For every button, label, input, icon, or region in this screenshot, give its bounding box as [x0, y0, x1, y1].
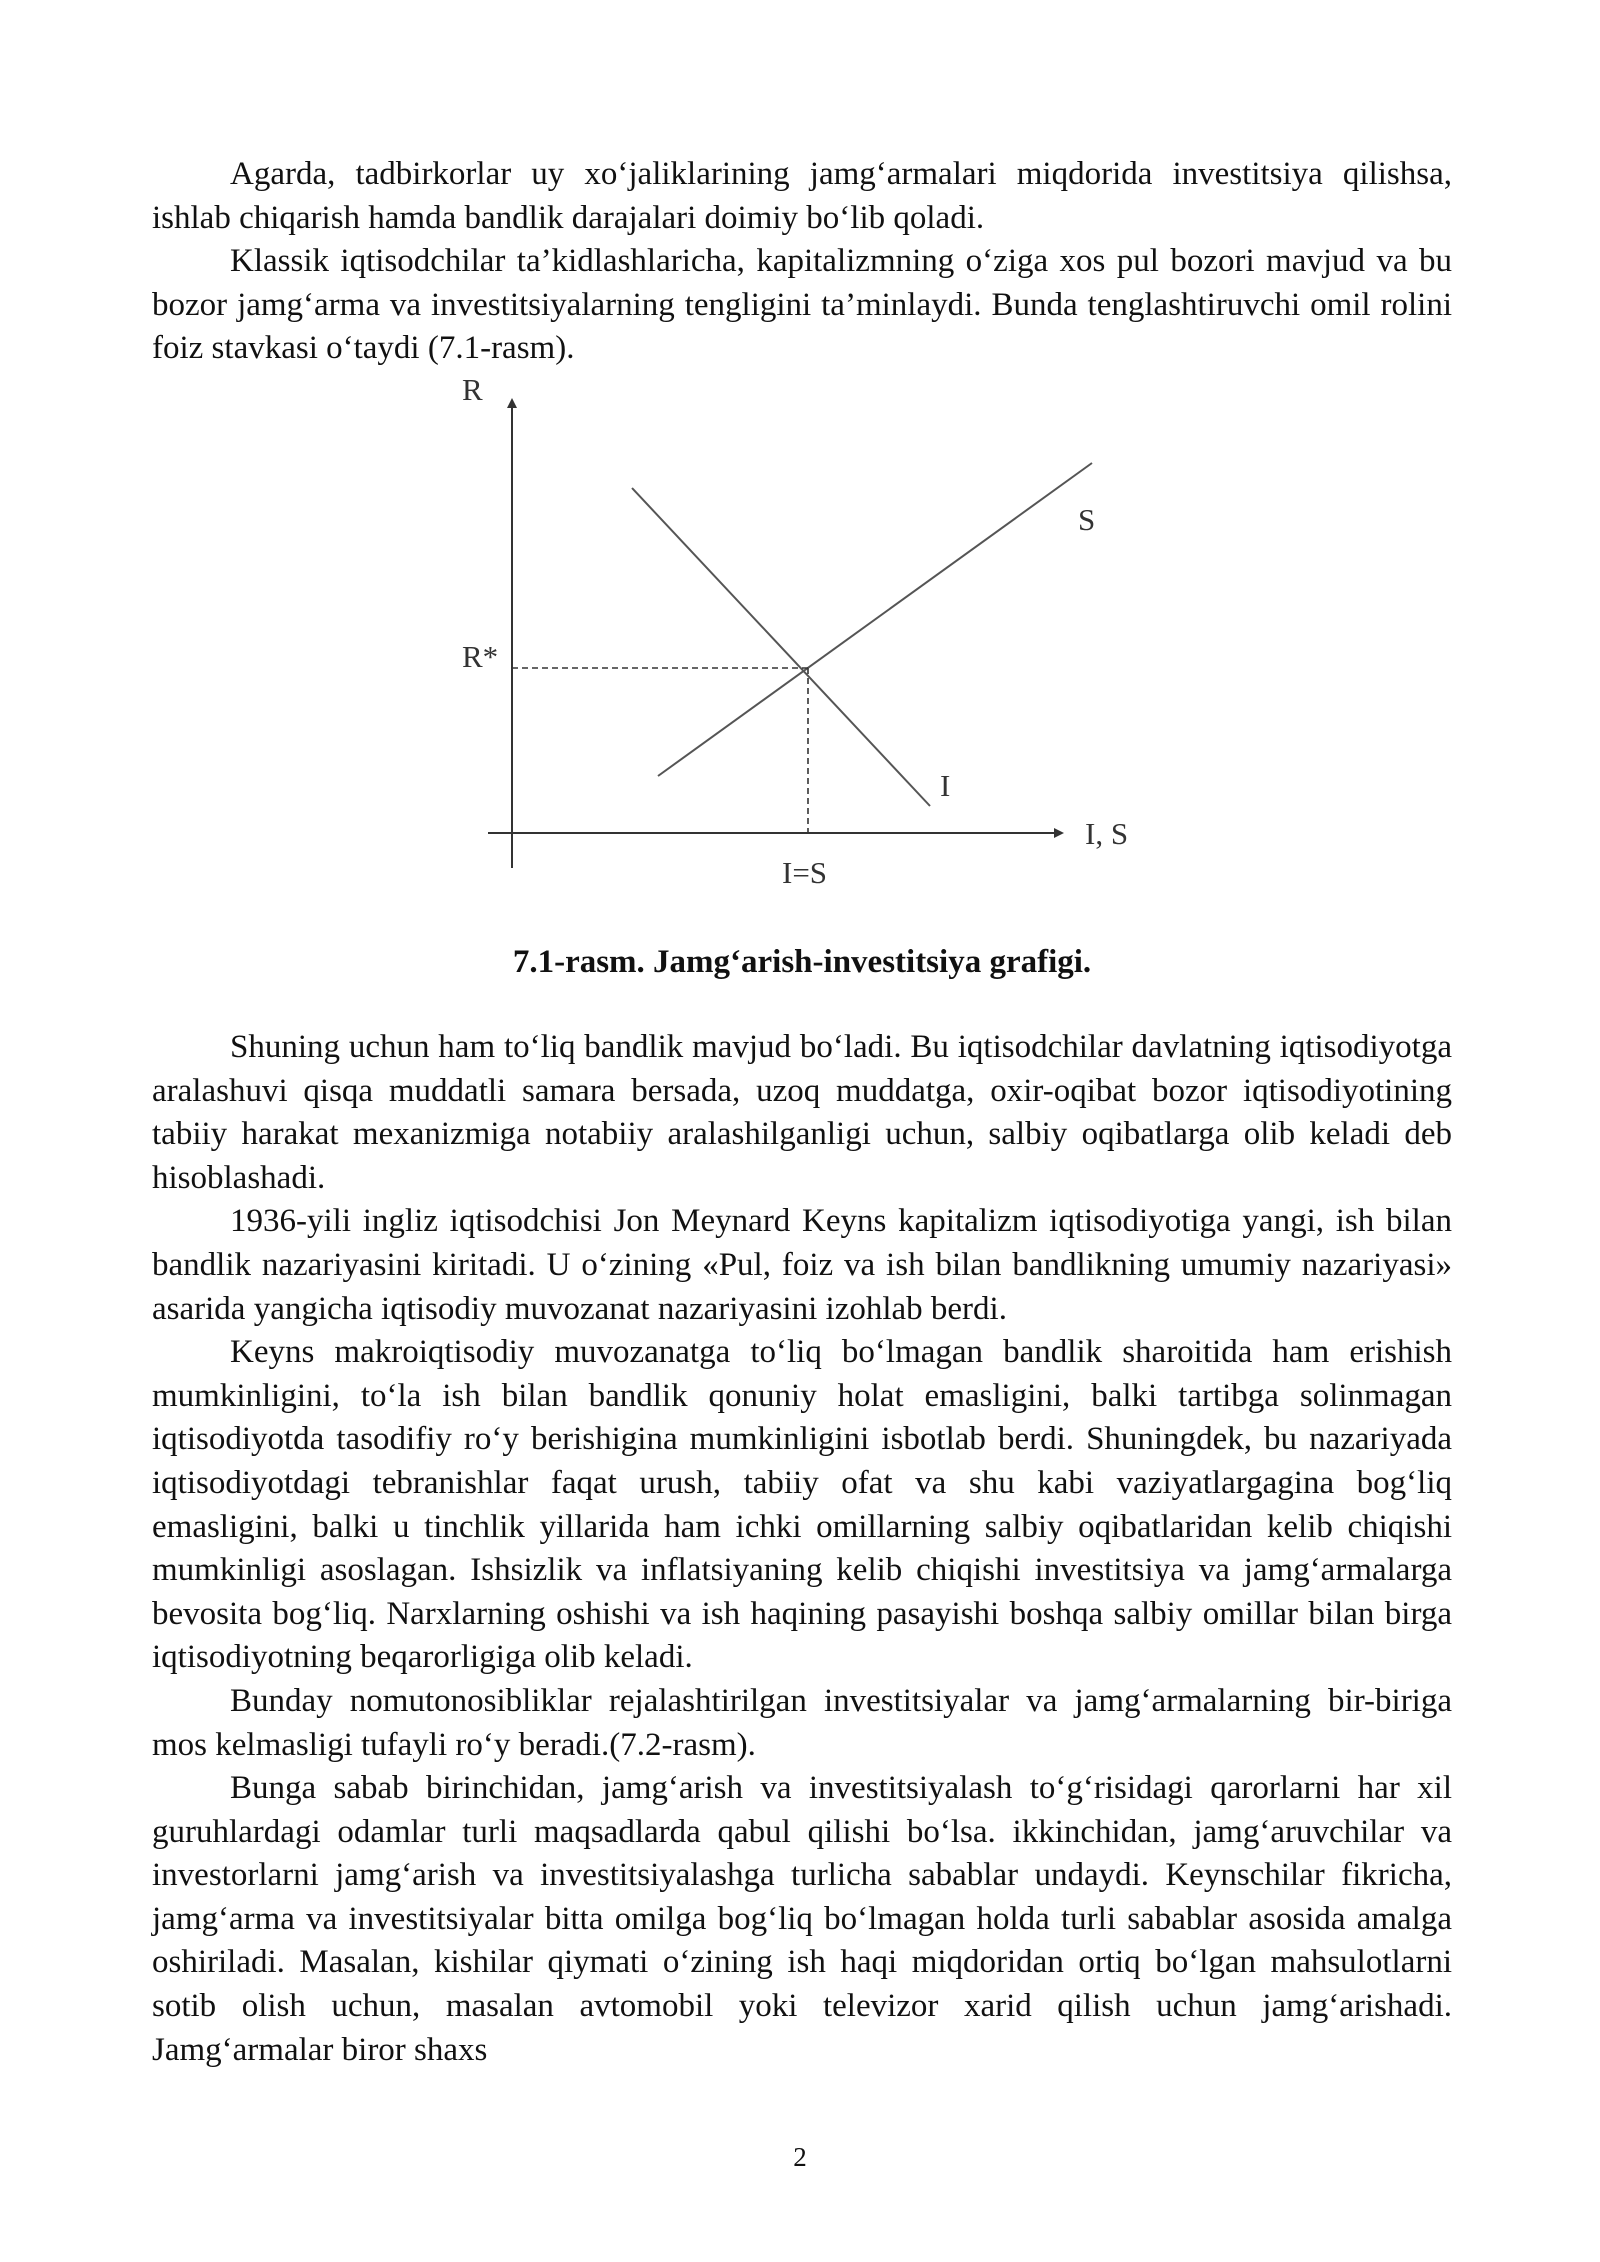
equilibrium-rate-label: R* [462, 639, 499, 674]
investment-curve-label: I [940, 768, 951, 803]
paragraph: Agarda, tadbirkorlar uy xo‘jaliklarining jamg‘armalari miqdorida investitsiya qilishsa, ishlab chiqarish hamda bandlik darajalari doimiy bo‘lib qoladi. [152, 156, 1452, 236]
paragraph: Keyns makroiqtisodiy muvozanatga to‘liq bo‘lmagan bandlik sharoitida ham erishish mumkinligini, to‘la ish bilan bandlik qonuniy holat emasligini, balki tartibga solinmagan iqtisodiyotda tasodifiy ro‘y berishigina mumkinligini isbotlab berdi. Shuningdek, bu nazariyada iqtisodiyotdagi tebranishlar faqat urush, tabiiy ofat va shu kabi vaziyatlargagina bog‘liq emasligini, balki u tinchlik yillarida ham ichki omillarning salbiy oqibatlaridan kelib chiqishi mumkinligi asoslagan. Ishsizlik va inflatsiyaning kelib chiqishi investitsiya va jamg‘armalarga bevosita bog‘liq. Narxlarning oshishi va ish haqining pasayishi boshqa salbiy omillar bilan birga iqtisodiyotning beqarorligiga olib keladi. [152, 1334, 1452, 1676]
text-block-bottom [152, 1026, 1452, 2072]
paragraph: Bunday nomutonosibliklar rejalashtirilgan investitsiyalar va jamg‘armalarning bir-biriga mos kelmasligi tufayli ro‘y beradi.(7.2-rasm). [152, 1682, 1452, 1763]
text-block-top [152, 153, 1452, 371]
saving-curve-line [658, 463, 1092, 776]
paragraph: Klassik iqtisodchilar ta’kidlashlaricha, kapitalizmning o‘ziga xos pul bozori mavjud va bu bozor jamg‘arma va investitsiyalarning tengligini ta’minlaydi. Bunda tenglashtiruvchi omil rolini foiz stavkasi o‘taydi (7.1-rasm). [152, 243, 1452, 367]
paragraph: 1936-yili ingliz iqtisodchisi Jon Meynard Keyns kapitalizm iqtisodiyotiga yangi, ish bilan bandlik nazariyasini kiritadi. U o‘zining «Pul, foiz va ish bilan bandlikning umumiy nazariyasi» asarida yangicha iqtisodiy muvozanat nazariyasini izohlab berdi. [152, 1203, 1452, 1327]
saving-curve-label: S [1078, 502, 1096, 537]
page-number: 2 [793, 2142, 807, 2172]
paragraph: Bunga sabab birinchidan, jamg‘arish va investitsiyalash to‘g‘risidagi qarorlarni har xil guruhlardagi odamlar turli maqsadlarda qabul qilishi bo‘lsa. ikkinchidan, jamg‘aruvchilar va investorlarni jamg‘arish va investitsiyalashga turlicha sabablar undaydi. Keynschilar fikricha, jamg‘arma va investitsiyalar bitta omilga bog‘liq bo‘lmagan holda turli sabablar asosida amalga oshiriladi. Masalan, kishilar qiymati o‘zining ish haqi miqdoridan ortiq bo‘lgan mahsulotlarni sotib olish uchun, masalan avtomobil yoki televizor xarid qilish uchun jamg‘arishadi. Jamg‘armalar biror shaxs [152, 1770, 1452, 2068]
y-axis-label: R [462, 372, 483, 407]
paragraph: Shuning uchun ham to‘liq bandlik mavjud bo‘ladi. Bu iqtisodchilar davlatning iqtisodiyotga aralashuvi qisqa muddatli samara bersada, uzoq muddatga, oxir-oqibat bozor iqtisodiyotining tabiiy harakat mexanizmiga notabiiy aralashilganligi uchun, salbiy oqibatlarga olib keladi deb hisoblashadi. [152, 1029, 1452, 1196]
saving-investment-graph [440, 370, 1160, 910]
x-axis-label: I, S [1085, 816, 1129, 851]
figure-caption: 7.1-rasm. Jamg‘arish-investitsiya grafigi. [512, 944, 1092, 980]
equilibrium-quantity-label: I=S [782, 855, 828, 890]
investment-curve-line [632, 488, 930, 806]
